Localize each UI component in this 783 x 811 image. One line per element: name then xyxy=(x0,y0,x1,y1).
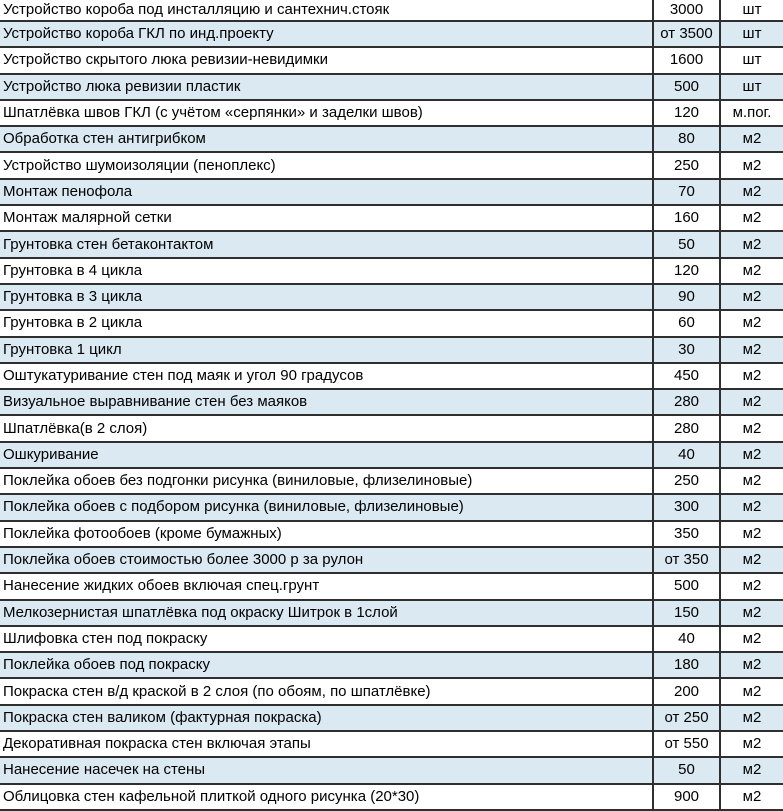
table-row xyxy=(0,152,783,178)
service-name-cell: Устройство шумоизоляции (пеноплекс) xyxy=(0,152,653,178)
unit-cell: м2 xyxy=(720,731,783,757)
unit-cell: м2 xyxy=(720,389,783,415)
service-name-cell: Грунтовка в 2 цикла xyxy=(0,310,653,336)
price-cell: 30 xyxy=(653,337,720,363)
table-row xyxy=(0,0,783,21)
price-cell: 200 xyxy=(653,678,720,704)
price-cell: 120 xyxy=(653,258,720,284)
unit-cell: м2 xyxy=(720,547,783,573)
service-name-cell: Грунтовка в 3 цикла xyxy=(0,284,653,310)
table-row xyxy=(0,47,783,73)
service-name-cell: Визуальное выравнивание стен без маяков xyxy=(0,389,653,415)
service-name-cell: Поклейка обоев под покраску xyxy=(0,652,653,678)
unit-cell: м2 xyxy=(720,678,783,704)
price-cell: 1600 xyxy=(653,47,720,73)
table-row xyxy=(0,757,783,783)
price-cell: 160 xyxy=(653,205,720,231)
service-name-cell: Оштукатуривание стен под маяк и угол 90 градусов xyxy=(0,363,653,389)
service-name-cell: Нанесение насечек на стены xyxy=(0,757,653,783)
price-cell: 120 xyxy=(653,100,720,126)
unit-cell: м.пог. xyxy=(720,100,783,126)
unit-cell: м2 xyxy=(720,626,783,652)
service-name-cell: Грунтовка 1 цикл xyxy=(0,337,653,363)
unit-cell: м2 xyxy=(720,705,783,731)
price-cell: 60 xyxy=(653,310,720,336)
price-cell: 70 xyxy=(653,179,720,205)
service-name-cell: Декоративная покраска стен включая этапы xyxy=(0,731,653,757)
table-row xyxy=(0,415,783,441)
table-row xyxy=(0,74,783,100)
service-name-cell: Грунтовка стен бетаконтактом xyxy=(0,231,653,257)
table-row xyxy=(0,600,783,626)
price-cell: 40 xyxy=(653,442,720,468)
table-row xyxy=(0,494,783,520)
price-cell: 350 xyxy=(653,521,720,547)
unit-cell: м2 xyxy=(720,179,783,205)
price-cell: 150 xyxy=(653,600,720,626)
service-name-cell: Поклейка обоев с подбором рисунка (виниловые, флизелиновые) xyxy=(0,494,653,520)
price-cell: 280 xyxy=(653,389,720,415)
unit-cell: м2 xyxy=(720,600,783,626)
unit-cell: шт xyxy=(720,74,783,100)
table-row xyxy=(0,363,783,389)
price-cell: 50 xyxy=(653,231,720,257)
service-name-cell: Монтаж малярной сетки xyxy=(0,205,653,231)
unit-cell: м2 xyxy=(720,205,783,231)
table-row xyxy=(0,521,783,547)
unit-cell: м2 xyxy=(720,573,783,599)
service-name-cell: Покраска стен в/д краской в 2 слоя (по обоям, по шпатлёвке) xyxy=(0,678,653,704)
table-row xyxy=(0,126,783,152)
price-cell: от 3500 xyxy=(653,21,720,47)
unit-cell: м2 xyxy=(720,258,783,284)
table-row xyxy=(0,310,783,336)
service-name-cell: Шпатлёвка швов ГКЛ (с учётом «серпянки» и заделки швов) xyxy=(0,100,653,126)
price-cell: 40 xyxy=(653,626,720,652)
price-cell: 50 xyxy=(653,757,720,783)
service-name-cell: Устройство короба под инсталляцию и сантехнич.стояк xyxy=(0,0,653,21)
service-name-cell: Устройство скрытого люка ревизии-невидимки xyxy=(0,47,653,73)
service-name-cell: Поклейка обоев без подгонки рисунка (виниловые, флизелиновые) xyxy=(0,468,653,494)
unit-cell: шт xyxy=(720,0,783,21)
table-row xyxy=(0,547,783,573)
unit-cell: м2 xyxy=(720,757,783,783)
service-name-cell: Облицовка стен кафельной плиткой одного рисунка (20*30) xyxy=(0,784,653,810)
table-row xyxy=(0,652,783,678)
table-row xyxy=(0,337,783,363)
unit-cell: м2 xyxy=(720,521,783,547)
unit-cell: м2 xyxy=(720,652,783,678)
table-row xyxy=(0,389,783,415)
service-name-cell: Устройство короба ГКЛ по инд.проекту xyxy=(0,21,653,47)
unit-cell: шт xyxy=(720,47,783,73)
service-name-cell: Мелкозернистая шпатлёвка под окраску Шитрок в 1слой xyxy=(0,600,653,626)
table-row xyxy=(0,468,783,494)
price-cell: 280 xyxy=(653,415,720,441)
unit-cell: м2 xyxy=(720,284,783,310)
table-row xyxy=(0,21,783,47)
price-cell: 180 xyxy=(653,652,720,678)
price-cell: 900 xyxy=(653,784,720,810)
unit-cell: м2 xyxy=(720,152,783,178)
service-name-cell: Шлифовка стен под покраску xyxy=(0,626,653,652)
unit-cell: м2 xyxy=(720,494,783,520)
price-cell: 450 xyxy=(653,363,720,389)
price-cell: 80 xyxy=(653,126,720,152)
service-name-cell: Нанесение жидких обоев включая спец.грунт xyxy=(0,573,653,599)
table-row xyxy=(0,205,783,231)
unit-cell: м2 xyxy=(720,363,783,389)
table-row xyxy=(0,231,783,257)
price-cell: 90 xyxy=(653,284,720,310)
price-cell: от 550 xyxy=(653,731,720,757)
unit-cell: м2 xyxy=(720,442,783,468)
table-row xyxy=(0,573,783,599)
unit-cell: м2 xyxy=(720,415,783,441)
unit-cell: м2 xyxy=(720,310,783,336)
service-name-cell: Грунтовка в 4 цикла xyxy=(0,258,653,284)
service-name-cell: Покраска стен валиком (фактурная покраска) xyxy=(0,705,653,731)
price-cell: 500 xyxy=(653,573,720,599)
price-cell: 500 xyxy=(653,74,720,100)
price-cell: от 350 xyxy=(653,547,720,573)
unit-cell: м2 xyxy=(720,468,783,494)
price-cell: от 250 xyxy=(653,705,720,731)
table-row xyxy=(0,626,783,652)
service-name-cell: Поклейка обоев стоимостью более 3000 р за рулон xyxy=(0,547,653,573)
table-row xyxy=(0,731,783,757)
service-name-cell: Поклейка фотообоев (кроме бумажных) xyxy=(0,521,653,547)
price-cell: 250 xyxy=(653,152,720,178)
unit-cell: м2 xyxy=(720,337,783,363)
price-cell: 3000 xyxy=(653,0,720,21)
table-row xyxy=(0,442,783,468)
table-row xyxy=(0,784,783,810)
table-row xyxy=(0,705,783,731)
table-row xyxy=(0,100,783,126)
price-cell: 300 xyxy=(653,494,720,520)
table-row xyxy=(0,179,783,205)
price-cell: 250 xyxy=(653,468,720,494)
table-row xyxy=(0,284,783,310)
table-row xyxy=(0,258,783,284)
service-name-cell: Монтаж пенофола xyxy=(0,179,653,205)
unit-cell: м2 xyxy=(720,784,783,810)
service-name-cell: Ошкуривание xyxy=(0,442,653,468)
unit-cell: м2 xyxy=(720,231,783,257)
service-name-cell: Шпатлёвка(в 2 слоя) xyxy=(0,415,653,441)
unit-cell: шт xyxy=(720,21,783,47)
unit-cell: м2 xyxy=(720,126,783,152)
table-row xyxy=(0,678,783,704)
service-name-cell: Обработка стен антигрибком xyxy=(0,126,653,152)
service-name-cell: Устройство люка ревизии пластик xyxy=(0,74,653,100)
